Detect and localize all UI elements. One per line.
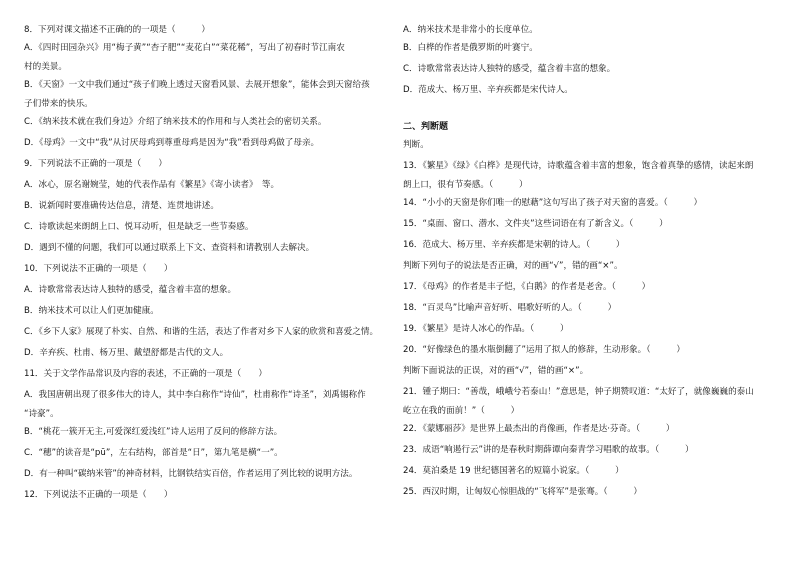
question-line: 18．“百灵鸟”比喻声音好听、唱歌好听的人。（ ）	[403, 303, 617, 313]
question-line: 13．《繁星》《绿》《白桦》是现代诗，诗歌蕴含着丰富的想象，饱含着真挚的感情，读起来朗	[403, 161, 754, 171]
option-line: C．诗歌常常表达诗人独特的感受，蕴含着丰富的想象。	[403, 64, 616, 74]
question-line: 23．成语“响遏行云”讲的是春秋时期薛谭向秦青学习唱歌的故事。（ ）	[403, 445, 694, 455]
right-column	[403, 22, 775, 503]
question-line: 11．关于文学作品常识及内容的表述，不正确的一项是（ ）	[24, 369, 267, 379]
question-line: 24．莫泊桑是 19 世纪德国著名的短篇小说家。（ ）	[403, 466, 624, 476]
question-line: C．《乡下人家》展现了朴实、自然、和谐的生活，表达了作者对乡下人家的欣赏和喜爱之情。	[24, 327, 379, 337]
question-line: 子们带来的快乐。	[24, 99, 93, 109]
option-line: A．纳米技术是非常小的长度单位。	[403, 25, 538, 35]
question-line: B．纳米技术可以让人们更加健康。	[24, 306, 159, 316]
question-line: 村的美景。	[24, 62, 67, 72]
question-line: 朗上口，很有节奏感。（ ）	[403, 180, 528, 190]
question-line: 25．西汉时期，让匈奴心惊胆战的“飞将军”是张骞。（ ）	[403, 487, 642, 497]
question-line: A．《四时田园杂兴》用“梅子黄”“杏子肥”“麦花白”“菜花稀”，写出了初春时节江南农	[24, 43, 345, 53]
question-line: 14．“小小的天窗是你们唯一的慰藉”这句写出了孩子对天窗的喜爱。（ ）	[403, 198, 703, 208]
question-line: D．辛弃疾、杜甫、杨万里、戴望舒都是古代的文人。	[24, 348, 229, 358]
question-line: 10．下列说法不正确的一项是（ ）	[24, 264, 173, 274]
question-line: D．《母鸡》一文中“我”从讨厌母鸡到尊重母鸡是因为“我”看到母鸡做了母亲。	[24, 138, 320, 148]
question-line: B．《天窗》一文中我们通过“孩子们晚上透过天窗看风景、去展开想象”，能体会到天窗给孩	[24, 80, 370, 90]
question-line: B．说新闻时要准确传达信息，清楚、连贯地讲述。	[24, 201, 219, 211]
question-line: D．有一种叫“碳纳米管”的神奇材料，比钢铁结实百倍，作者运用了列比较的说明方法。	[24, 469, 358, 479]
question-line: 判断。	[403, 140, 429, 150]
question-line: 12．下列说法不正确的一项是（ ）	[24, 490, 173, 500]
question-line: 8．下列对课文描述不正确的的一项是（ ）	[24, 25, 210, 35]
question-line: 20．“好像绿色的墨水瓶倒翻了”运用了拟人的修辞，生动形象。（ ）	[403, 345, 685, 355]
question-line: 判断下面说法的正误，对的画“√”，错的画“×”。	[403, 366, 589, 376]
question-line: A．我国唐朝出现了很多伟大的诗人，其中李白称作“诗仙”，杜甫称作“诗圣”，刘禹锡称作	[24, 390, 366, 400]
question-line: A．诗歌常常表达诗人独特的感受，蕴含着丰富的想象。	[24, 285, 237, 295]
question-line: C．《纳米技术就在我们身边》介绍了纳米技术的作用和与人类社会的密切关系。	[24, 117, 327, 127]
question-line: 9．下列说法不正确的一项是（ ）	[24, 159, 167, 169]
question-line: 22．《蒙娜丽莎》是世界上最杰出的肖像画，作者是达·芬奇。（ ）	[403, 424, 675, 434]
question-line: 屹立在我的面前！”（ ）	[403, 406, 520, 416]
question-line: 15．“桌面、窗口、潜水、文件夹”这些词语在有了新含义。（ ）	[403, 219, 668, 229]
question-line: 19．《繁星》是诗人冰心的作品。（ ）	[403, 324, 569, 334]
question-line: 21．锺子期曰：“善哉，峨峨兮若泰山！”意思是，钟子期赞叹道：“太好了，就像巍巍的泰山	[403, 387, 754, 397]
option-line: D．范成大、杨万里、辛弃疾都是宋代诗人。	[403, 85, 573, 95]
question-line: C．诗歌读起来朗朗上口、悦耳动听，但是缺乏一些节奏感。	[24, 222, 254, 232]
question-line: 判断下列句子的说法是否正确，对的画“√”，错的画“×”。	[403, 261, 623, 271]
question-line: “诗豪”。	[24, 409, 59, 419]
question-line: B．“桃花一簇开无主,可爱深红爱浅红”诗人运用了反问的修辞方法。	[24, 427, 283, 437]
question-line: C．“穗”的读音是“pū”，左右结构，部首是“日”，第九笔是横“一”。	[24, 448, 283, 458]
section-title: 二、判断题	[403, 122, 449, 132]
option-line: B．白桦的作者是俄罗斯的叶赛宁。	[403, 43, 538, 53]
question-line: A．冰心，原名谢婉莹，她的代表作品有《繁星》《寄小读者》 等。	[24, 180, 280, 190]
question-line: 16．范成大、杨万里、辛弃疾都是宋朝的诗人。（ ）	[403, 240, 625, 250]
question-line: D．遇到不懂的问题，我们可以通过联系上下文、查资料和请教别人去解决。	[24, 243, 315, 253]
question-line: 17．《母鸡》的作者是丰子恺，《白鹅》的作者是老舍。（ ）	[403, 282, 651, 292]
left-column	[24, 22, 396, 506]
